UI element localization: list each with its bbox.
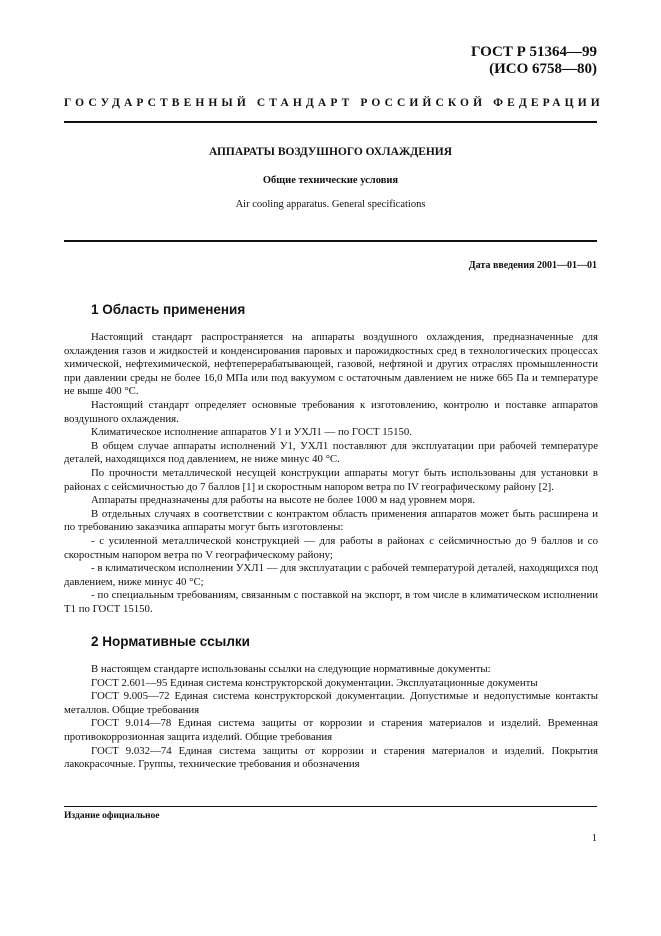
section-heading-references: 2 Нормативные ссылки bbox=[91, 634, 250, 649]
gost-number: ГОСТ Р 51364—99 bbox=[470, 44, 597, 60]
paragraph: В настоящем стандарте использованы ссылки на следующие нормативные документы: bbox=[91, 663, 491, 675]
reference-item: ГОСТ 9.032—74 Единая система защиты от коррозии и старения материалов и изделий. Покрытия лакокрасочные. Группы, технические требования и обозначения bbox=[64, 744, 598, 771]
paragraph: Аппараты предназначены для работы на высоте не более 1000 м над уровнем моря. bbox=[91, 494, 475, 507]
edition-note: Издание официальное bbox=[64, 811, 160, 821]
state-standard-banner: ГОСУДАРСТВЕННЫЙ СТАНДАРТ РОССИЙСКОЙ ФЕДЕРАЦИИ bbox=[64, 97, 604, 109]
list-item: - с усиленной металлической конструкцией — для работы в районах с сейсмичностью до 9 баллов и со скоростным напором ветра по V географическому району; bbox=[64, 534, 598, 561]
paragraph: Климатическое исполнение аппаратов У1 и УХЛ1 — по ГОСТ 15150. bbox=[91, 426, 412, 439]
list-item: - в климатическом исполнении УХЛ1 — для эксплуатации с рабочей температурой деталей, находящихся под давлением, ниже минус 40 °С; bbox=[64, 562, 598, 588]
section-references-body bbox=[64, 663, 598, 772]
section-scope-body bbox=[64, 331, 598, 616]
paragraph: Настоящий стандарт распространяется на аппараты воздушного охлаждения, предназначенные для охлаждения газов и жидкостей и конденсирования паровых и парожидкостных сред в технологических процессах химической, нефтехимической, нефтеперерабатывающей, газовой, нефтяной и других отраслях промышленности при давлении среды не более 16,0 МПа или под вакуумом с остаточным давлением не ниже 665 Па и температуре не выше 400 °С. bbox=[64, 331, 598, 398]
paragraph: По прочности металлической несущей конструкции аппараты могут быть использованы для установки в районах с сейсмичностью до 7 баллов [1] и скоростным напором ветра по IV географическому району [2]. bbox=[64, 466, 598, 493]
section-heading-scope: 1 Область применения bbox=[91, 302, 246, 317]
list-item: - по специальным требованиям, связанным с поставкой на экспорт, в том числе в климатическом исполнении Т1 по ГОСТ 15150. bbox=[64, 589, 598, 615]
english-title: Air cooling apparatus. General specifications bbox=[235, 199, 426, 210]
paragraph: Настоящий стандарт определяет основные требования к изготовлению, контролю и поставке аппаратов воздушного охлаждения. bbox=[64, 398, 598, 425]
introduction-date: Дата введения 2001—01—01 bbox=[468, 260, 597, 271]
reference-item: ГОСТ 2.601—95 Единая система конструкторской документации. Эксплуатационные документы bbox=[91, 676, 538, 689]
title-divider bbox=[64, 240, 597, 242]
paragraph: В отдельных случаях в соответствии с контрактом область применения аппаратов может быть расширена и по требованию заказчика аппараты могут быть изготовлены: bbox=[64, 507, 598, 534]
reference-item: ГОСТ 9.014—78 Единая система защиты от коррозии и старения материалов и изделий. Временная противокоррозионная защита изделий. Общие требования bbox=[64, 717, 598, 743]
footer-divider bbox=[64, 806, 597, 807]
reference-item: ГОСТ 9.005—72 Единая система конструкторской документации. Допустимые и недопустимые контакты металлов. Общие требования bbox=[64, 690, 598, 716]
standard-designation bbox=[471, 44, 597, 78]
page-number: 1 bbox=[591, 833, 597, 844]
document-subtitle: Общие технические условия bbox=[262, 175, 399, 186]
document-title: АППАРАТЫ ВОЗДУШНОГО ОХЛАЖДЕНИЯ bbox=[208, 146, 453, 158]
top-divider bbox=[64, 121, 597, 123]
iso-number: (ИСО 6758—80) bbox=[489, 61, 597, 77]
paragraph: В общем случае аппараты исполнений У1, УХЛ1 поставляют для эксплуатации при рабочей температуре деталей, находящихся под давлением, не ниже минус 40 °С. bbox=[64, 439, 598, 466]
